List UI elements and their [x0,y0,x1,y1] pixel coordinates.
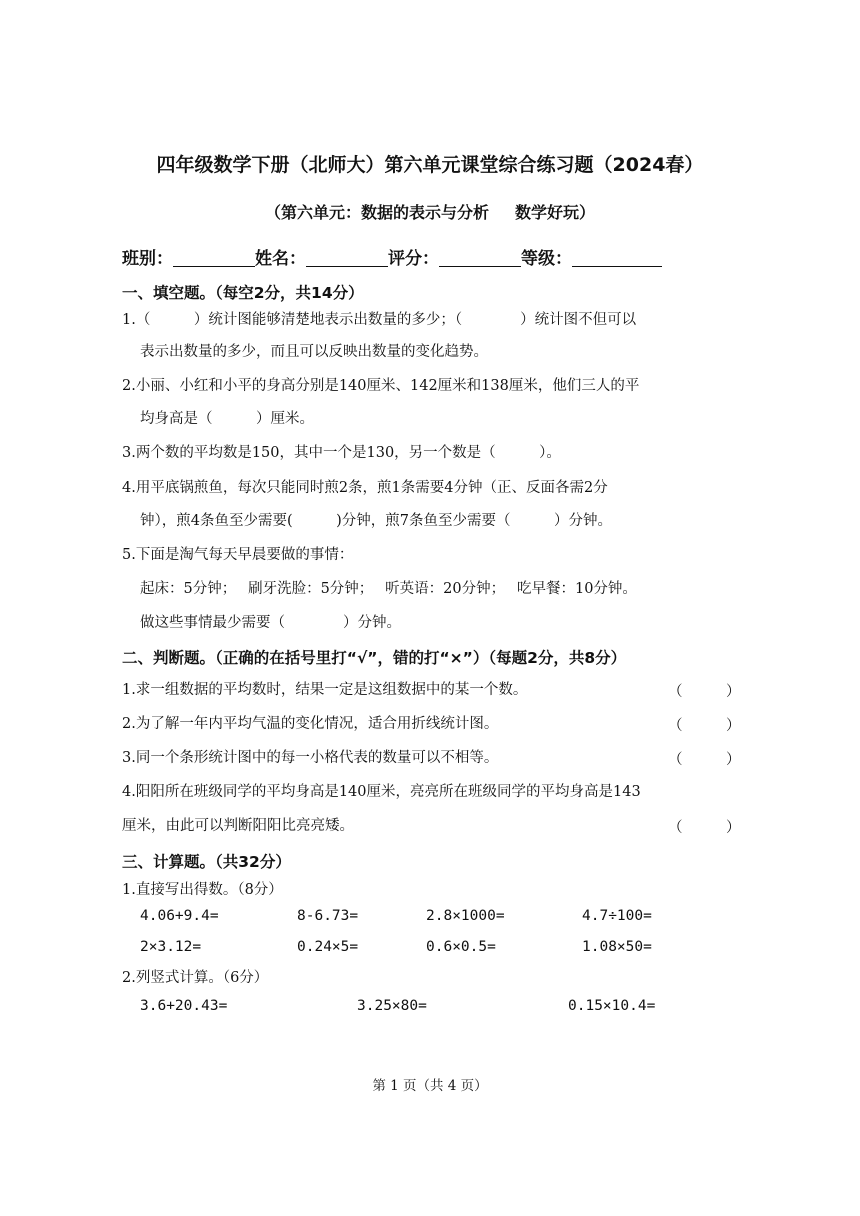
fill-q2-line1: 2.小丽、小红和小平的身高分别是140厘米、142厘米和138厘米，他们三人的平 [122,378,640,394]
calc-item: 0.24×5= [297,939,359,955]
judge-q3: 3.同一个条形统计图中的每一小格代表的数量可以不相等。 [122,750,499,766]
section1-heading: 一、填空题。（每空2分，共14分） [122,284,364,302]
calc-item: 8-6.73= [297,908,359,924]
subtitle-unit: （第六单元：数据的表示与分析 [264,203,489,222]
subtitle-topic: 数学好玩） [515,203,596,222]
judge-q4-answer[interactable]: （ ） [668,820,741,836]
page-subtitle [0,200,860,223]
page-footer: 第 1 页（共 4 页） [372,1078,488,1094]
calc-q1-label: 1.直接写出得数。（8分） [122,882,283,898]
judge-q4-line1: 4.阳阳所在班级同学的平均身高是140厘米，亮亮所在班级同学的平均身高是143 [122,784,641,800]
calc-item: 4.7÷100= [582,908,652,924]
vertical-calc-item: 0.15×10.4= [568,998,656,1014]
fill-q1-line1: 1.（ ）统计图能够清楚地表示出数量的多少；（ ）统计图不但可以 [122,312,637,328]
vertical-calc-item: 3.6+20.43= [140,998,228,1014]
calc-item: 2×3.12= [140,939,202,955]
section3-heading: 三、计算题。（共32分） [122,853,291,871]
grade-label: 等级： [521,249,572,269]
vertical-calc-item: 3.25×80= [357,998,427,1014]
judge-q2: 2.为了解一年内平均气温的变化情况，适合用折线统计图。 [122,716,499,732]
grade-blank[interactable] [572,248,662,267]
fill-q5-line2: 起床：5分钟； 刷牙洗脸：5分钟； 听英语：20分钟； 吃早餐：10分钟。 [140,581,637,597]
calc-item: 2.8×1000= [426,908,505,924]
calc-item: 1.08×50= [582,939,652,955]
judge-q1-answer[interactable]: （ ） [668,684,741,700]
fill-q4-line2: 钟），煎4条鱼至少需要( )分钟，煎7条鱼至少需要（ ）分钟。 [140,513,613,529]
fill-q2-line2: 均身高是（ ）厘米。 [140,411,314,427]
fill-q5-line1: 5.下面是淘气每天早晨要做的事情： [122,547,354,563]
class-blank[interactable] [173,248,255,267]
calc-item: 4.06+9.4= [140,908,219,924]
judge-q2-answer[interactable]: （ ） [668,718,741,734]
judge-q4-line2: 厘米，由此可以判断阳阳比亮亮矮。 [122,818,354,834]
section2-heading: 二、判断题。（正确的在括号里打“√”，错的打“×”）（每题2分，共8分） [122,649,627,667]
class-label: 班别： [122,249,173,269]
score-label: 评分： [388,249,439,269]
fill-q1-line2: 表示出数量的多少，而且可以反映出数量的变化趋势。 [140,344,488,360]
name-blank[interactable] [306,248,388,267]
fill-q5-line3: 做这些事情最少需要（ ）分钟。 [140,615,401,631]
name-label: 姓名： [255,249,306,269]
calc-item: 0.6×0.5= [426,939,496,955]
judge-q1: 1.求一组数据的平均数时，结果一定是这组数据中的某一个数。 [122,682,528,698]
calc-q2-label: 2.列竖式计算。（6分） [122,970,269,986]
student-info-row [122,244,662,269]
page-title: 四年级数学下册（北师大）第六单元课堂综合练习题（2024春） [156,154,704,176]
fill-q4-line1: 4.用平底锅煎鱼，每次只能同时煎2条，煎1条需要4分钟（正、反面各需2分 [122,480,608,496]
fill-q3-line: 3.两个数的平均数是150，其中一个是130，另一个数是（ ）。 [122,445,561,461]
judge-q3-answer[interactable]: （ ） [668,752,741,768]
score-blank[interactable] [439,248,521,267]
